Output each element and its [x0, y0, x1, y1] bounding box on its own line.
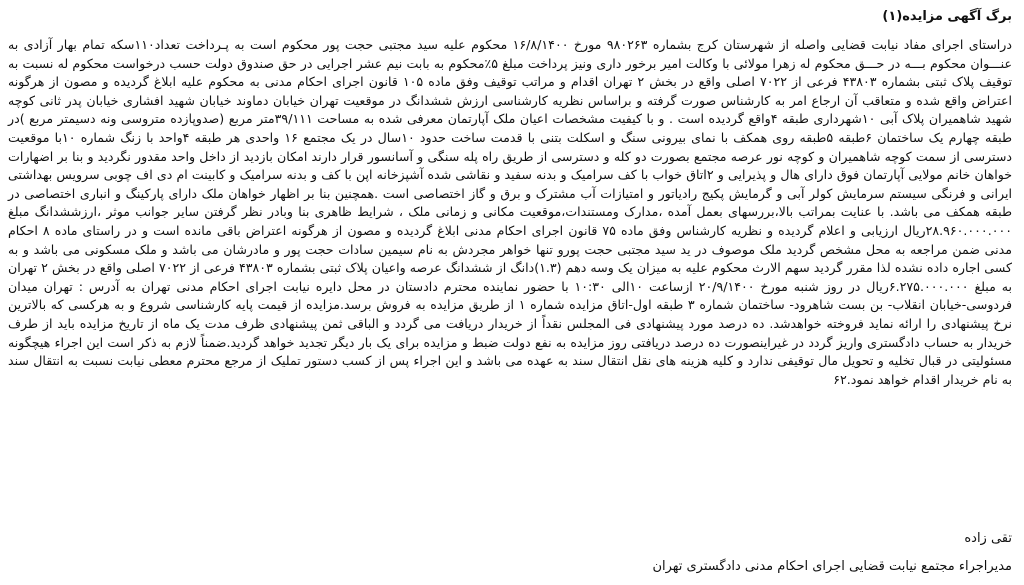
notice-title: برگ آگهی مزایده(۱) — [882, 9, 1012, 24]
signer-name: تقی زاده — [964, 531, 1012, 546]
notice-body: دراستای اجرای مفاد نیابت قضایی واصله از شهرستان کرج بشماره ۹۸۰۲۶۳ مورخ ۱۶/۸/۱۴۰۰ محکوم علیه سید مجتبی حجت پور محکوم است به پـرداخت تعداد۱۱۰سکه تمام بهار آزادی به عنـــوان محکوم بـــه در حـــق محکوم له زهرا مولائی با وکالت امیر برخور داری ونیز پرداخت مبلغ ۵٪محکوم به بابت نیم عشر اجرایی در حق صندوق دولت حسب درخواست محکوم له نسبت به توقیف پلاک ثبتی بشماره ۴۳۸۰۳ فرعی از ۷۰۲۲ اصلی واقع در بخش ۲ تهران اقدام و مراتب توقیف وفق ماده ۱۰۵ قانون اجرای احکام مدنی به محکوم علیه ابلاغ گردیده و مصون از هرگونه اعتراض واقع شده و متعاقب آن ارجاع امر به کارشناس صورت گرفته و براساس نظریه کارشناسی ارزش ششدانگ در موقعیت تهران خیابان دماوند خیابان شهید افشاری خیابان پدر ثانی کوچه شهید شاهمیران پلاک آبی ۱۰شهرداری طبقه ۴واقع گردیده است . و با کیفیت مشخصات اعیان ملک آپارتمان معرفی شده به مساحت ۳۹/۱۱۱متر مربع (صدوپازده متروسی ونه دسیمتر مربع )در طبقه چهارم یک ساختمان ۶طبقه ۵طبقه روی همکف با نمای بیرونی سنگ و اسکلت بتنی با قدمت ساخت حدود ۱۰سال در یک مجتمع ۱۶ واحدی هر طبقه ۴واحد با زنگ شماره ۱۰با موقعیت دسترسی از سمت کوچه شاهمیران و کوچه نور عرصه مجتمع بصورت دو کله و دسترسی از طریق راه پله سنگی و آسانسور قرار دارند امکان بازدید از داخل واحد مقدور نگردید و بنا بر اضهارات خواهان خانم مولایی آپارتمان فوق دارای هال و پذیرایی و ۲اتاق خواب با کف سرامیک و بدنه سفید و نقاشی شده آشپزخانه اپن با کف و بدنه سرامیک و کابینت ام دی اف چوبی سرویس بهداشتی ایرانی و فرنگی سیستم سرمایش کولر آبی و گرمایش پکیج رادیاتور و امتیازات آب مشترک و برق و گاز اختصاصی است .همچنین بنا بر اظهار خواهان ملک دارای پارکینگ و انباری اختصاصی در طبقه همکف می باشد. با عنایت بمراتب بالا،بررسهای بعمل آمده ،مدارک ومستندات،موقعیت مکانی و زمانی ملک ، شرایط ظاهری بنا وبادر نظر گرفتن سایر جوانب موثر ،ارزششدانگ مبلغ ۲۸.۹۶۰.۰۰۰.۰۰۰ریال ارزیابی و اعلام گردیده و نظریه کارشناس وفق ماده ۷۵ قانون اجرای احکام مدنی ابلاغ گردیده و مصون از هرگونه اعتراض باقی مانده است و در راستای ماده ۸ احکام مدنی ضمن مراجعه به محل مشخص گردید ملک موصوف در ید سید مجتبی حجت پورو تنها خواهر مجردش به نام سیمین سادات حجت پور و مادرشان می باشد و ملک مسکونی می باشد و به کسی اجاره داده نشده لذا مقرر گردید سهم الارث محکوم علیه به میزان یک وسه دهم (۱.۳)دانگ از ششدانگ عرصه واعیان پلاک ثبتی بشماره ۴۳۸۰۳ فرعی از ۷۰۲۲ اصلی واقع در بخش ۲ تهران به مبلغ ۶.۲۷۵.۰۰۰.۰۰۰ریال در روز شنبه مورخ ۲۰/۹/۱۴۰۰ ازساعت ۱۰الی ۱۰:۳۰ با حضور نماینده محترم دادستان در محل دایره نیابت اجرای احکام مدنی تهران به آدرس : تهران میدان فردوسی-خیابان انقلاب- بن بست شاهرود- ساختمان شماره ۳ طبقه اول-اتاق مزایده شماره ۱ از طریق مزایده به فروش برسد.مزایده از قیمت پایه کارشناسی شروع و به هرکسی که بالاترین نرخ پیشنهادی را ارائه نماید فروخته خواهدشد. ده درصد مورد پیشنهادی فی المجلس نقداً از خریدار دریافت می گردد و الباقی ثمن پیشنهادی ظرف مدت یک ماه از تاریخ مزایده باید از طرف خریدار به حساب دادگستری واریز گردد در غیراینصورت ده درصد دریافتی روز مزایده به نفع دولت ضبط و مزایده برای یک بار دیگر تجدید خواهد گردید.ضمناً لازم به ذکر است این اجراء هیچگونه مسئولیتی در قبال تخلیه و تحویل مال توقیفی ندارد و کلیه هزینه های نقل انتقال سند به عهده می باشد و این اجراء پس از کسب دستور تملیک از مرجع محترم معطی نیابت نسبت به انتقال سند به نام خریدار اقدام خواهد نمود.۶۲ — [8, 37, 1013, 387]
signer-title: مدیراجراء مجتمع نیابت قضایی اجرای احکام مدنی دادگستری تهران — [652, 559, 1012, 574]
